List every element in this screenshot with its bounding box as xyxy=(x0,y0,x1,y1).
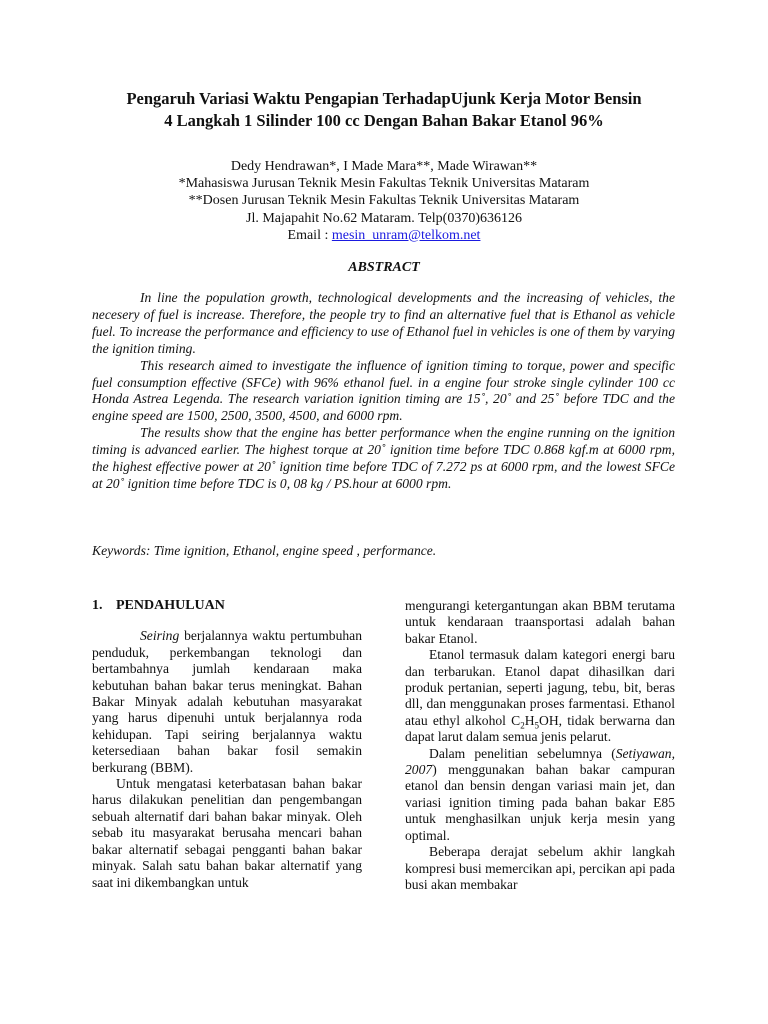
email-link[interactable]: mesin_unram@telkom.net xyxy=(331,227,481,243)
body-paragraph-5 xyxy=(405,746,675,844)
abstract-heading: ABSTRACT xyxy=(348,260,420,275)
email-label: Email : xyxy=(287,227,332,243)
title-line-2: 4 Langkah 1 Silinder 100 cc Dengan Bahan Bakar Etanol 96% xyxy=(164,111,604,130)
paragraph-text: OH, tidak berwarna dan dapat larut dalam semua jenis pelarut. xyxy=(405,712,675,745)
abstract-paragraph-3: The results show that the engine has better performance when the engine running on the ignition timing is advanced earlier. The highest torque at 20˚ ignition time before TDC 0.868 kgf.m at 6000 rpm, the highest effective power at 20˚ ignition time before TDC of 7.272 ps at 6000 rpm, and the lowest SFCe at 20˚ ignition time before TDC is 0, 08 kg / PS.hour at 6000 rpm. xyxy=(92,425,675,491)
author-block xyxy=(100,158,668,244)
paragraph-text: Dalam penelitian sebelumnya ( xyxy=(429,745,616,761)
abstract-paragraph-1: In line the population growth, technological developments and the increasing of vehicles, the necesery of fuel is increase. Therefore, the people try to find an alternative fuel that is Ethanol as vehicle fuel. To increase the performance and efficiency to use of Ethanol fuel in vehicles is one of them by varying the ignition timing. xyxy=(92,290,675,356)
paragraph-text: berjalannya waktu pertumbuhan penduduk, perkembangan teknologi dan bertambahnya jumlah kendaraan maka kebutuhan bahan bakar terus meningkat. Bahan Bakar Minyak adalah kebutuhan masyarakat yang harus dipenuhi untuk berjalannya roda kehidupan. Tapi seiring berjalannya waktu ketersediaan bahan bakar fosil semakin berkurang (BBM). xyxy=(92,628,362,775)
emphasis-word: Seiring xyxy=(140,628,180,644)
affiliation-lecturer: **Dosen Jurusan Teknik Mesin Fakultas Teknik Universitas Mataram xyxy=(188,193,580,209)
paper-title xyxy=(60,88,708,132)
author-names: Dedy Hendrawan*, I Made Mara**, Made Wirawan** xyxy=(230,159,538,174)
body-paragraph-6: Beberapa derajat sebelum akhir langkah kompresi busi memercikan api, percikan api pada busi akan membakar xyxy=(405,844,675,892)
affiliation-student: *Mahasiswa Jurusan Teknik Mesin Fakultas Teknik Universitas Mataram xyxy=(178,176,590,192)
left-column xyxy=(92,598,362,891)
paragraph-text: Etanol termasuk dalam kategori energi baru dan terbarukan. Etanol dapat dihasilkan dari produk pertanian, seperti jagung, tebu, bit, beras dll, dan menggunakan proses farmentasi. Ethanol atau ethyl alkohol C xyxy=(405,647,675,728)
section-title: PENDAHULUAN xyxy=(116,598,225,613)
right-column xyxy=(405,598,675,893)
subscript: 2 xyxy=(520,720,525,731)
section-number: 1. xyxy=(92,598,103,613)
subscript: 5 xyxy=(534,720,540,731)
body-paragraph-3: mengurangi ketergantungan akan BBM terutama untuk kendaraan traansportasi adalah bahan bakar Etanol. xyxy=(405,598,675,646)
title-line-1: Pengaruh Variasi Waktu Pengapian TerhadapUjunk Kerja Motor Bensin xyxy=(126,89,642,108)
body-paragraph-4 xyxy=(405,647,675,745)
abstract-body xyxy=(92,290,675,493)
section-heading-pendahuluan xyxy=(92,598,362,614)
body-paragraph-2: Untuk mengatasi keterbatasan bahan bakar harus dilakukan penelitian dan pengembangan sebuah alternatif dari bahan bakar minyak. Oleh sebab itu masyarakat berusaha mencari bahan bakar alternatif sebagai pengganti bahan bakar minyak. Salah satu bahan bakar alternatif yang saat ini dikembangkan untuk xyxy=(92,776,362,890)
formula-text: H xyxy=(524,712,535,728)
address: Jl. Majapahit No.62 Mataram. Telp(0370)636126 xyxy=(246,210,522,226)
body-paragraph-1 xyxy=(92,628,362,776)
email-line xyxy=(100,227,668,244)
abstract-paragraph-2: This research aimed to investigate the influence of ignition timing to torque, power and specific fuel consumption effective (SFCe) with 96% ethanol fuel. in a engine four stroke single cylinder 100 cc Honda Astrea Legenda. The research variation ignition timing are 15˚, 20˚ and 25˚ before TDC and the engine speed are 1500, 2500, 3500, 4500, and 6000 rpm. xyxy=(92,357,675,424)
keywords: Keywords: Time ignition, Ethanol, engine speed , performance. xyxy=(92,543,437,558)
paragraph-text: ) menggunakan bahan bakar campuran etanol dan bensin dengan variasi main jet, dan variasi ignition timing pada bahan bakar E85 untuk menghasilkan unjuk kerja mesin yang optimal. xyxy=(405,762,675,843)
citation: Setiyawan, 2007 xyxy=(405,745,675,778)
